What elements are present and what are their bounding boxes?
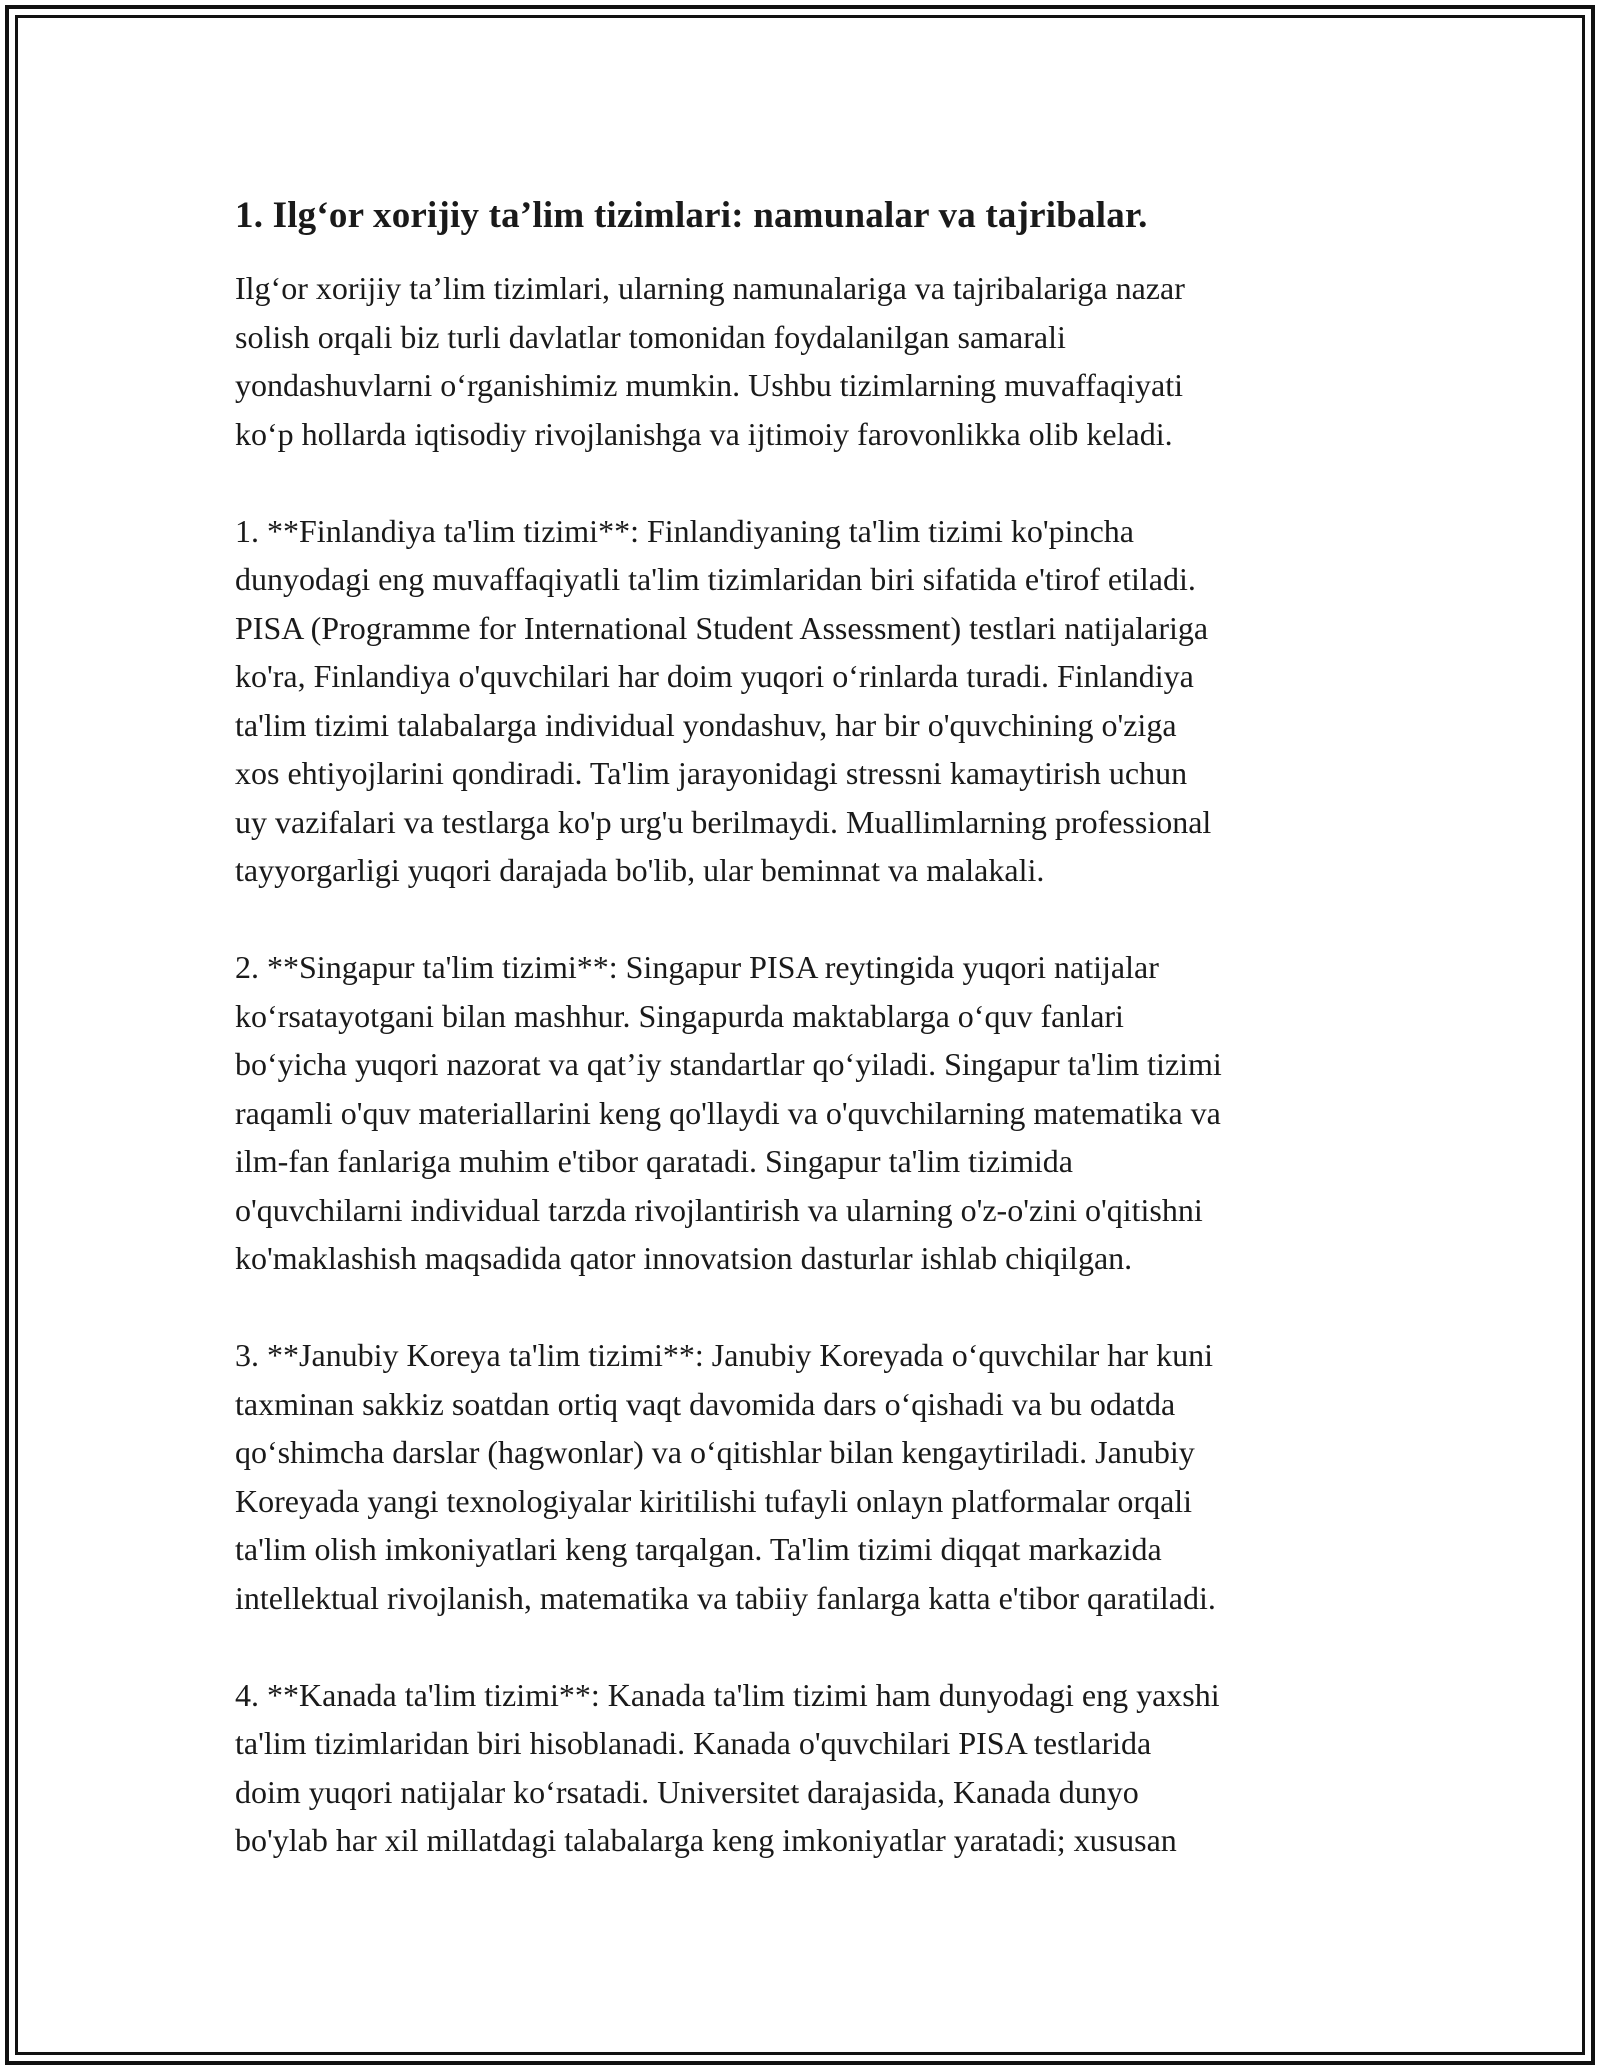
- paragraph-singapore-line: ko'maklashish maqsadida qator innovatsion dasturlar ishlab chiqilgan.: [235, 1240, 1133, 1276]
- paragraph-finland-line: uy vazifalari va testlarga ko'p urg'u berilmaydi. Muallimlarning professional: [235, 803, 1212, 840]
- paragraph-singapore-line: bo‘yicha yuqori nazorat va qat’iy standartlar qo‘yiladi. Singapur ta'lim tizimi: [235, 1046, 1222, 1082]
- paragraph-intro-line: Ilg‘or xorijiy ta’lim tizimlari, ularning namunalariga va tajribalariga nazar: [235, 270, 1185, 306]
- paragraph-canada-line: 4. **Kanada ta'lim tizimi**: Kanada ta'lim tizimi ham dunyodagi eng yaxshi: [235, 1676, 1220, 1713]
- paragraph-canada-line: doim yuqori natijalar ko‘rsatadi. Universitet darajasida, Kanada dunyo: [235, 1773, 1139, 1810]
- paragraph-korea-line: intellektual rivojlanish, matematika va tabiiy fanlarga katta e'tibor qaratiladi.: [235, 1579, 1216, 1616]
- paragraph-finland-line: PISA (Programme for International Student Assessment) testlari natijalariga: [235, 609, 1209, 646]
- paragraph-singapore-line: o'quvchilarni individual tarzda rivojlantirish va ularning o'z-o'zini o'qitishni: [235, 1191, 1203, 1228]
- paragraph-finland-line: tayyorgarligi yuqori darajada bo'lib, ular beminnat va malakali.: [235, 852, 1045, 888]
- section-heading: 1. Ilg‘or xorijiy ta’lim tizimlari: namunalar va tajribalar.: [235, 195, 1148, 236]
- paragraph-spacer: [235, 458, 1370, 507]
- paragraph-korea-line: Koreyada yangi texnologiyalar kiritilishi tufayli onlayn platformalar orqali: [235, 1482, 1193, 1519]
- document-body: [235, 190, 1370, 1865]
- text-block: [235, 264, 1370, 1865]
- paragraph-intro-line: ko‘p hollarda iqtisodiy rivojlanishga va ijtimoiy farovonlikka olib keladi.: [235, 415, 1173, 452]
- paragraph-singapore-line: ilm-fan fanlariga muhim e'tibor qaratadi. Singapur ta'lim tizimida: [235, 1143, 1073, 1179]
- paragraph-finland-line: 1. **Finlandiya ta'lim tizimi**: Finlandiyaning ta'lim tizimi ko'pincha: [235, 512, 1134, 549]
- paragraph-singapore-line: 2. **Singapur ta'lim tizimi**: Singapur PISA reytingida yuqori natijalar: [235, 949, 1159, 985]
- paragraph-finland-line: ta'lim tizimi talabalarga individual yondashuv, har bir o'quvchining o'ziga: [235, 706, 1177, 743]
- paragraph-singapore-line: raqamli o'quv materiallarini keng qo'llaydi va o'quvchilarning matematika va: [235, 1094, 1221, 1131]
- paragraph-spacer: [235, 1622, 1370, 1671]
- paragraph-finland-line: ko'ra, Finlandiya o'quvchilari har doim yuqori o‘rinlarda turadi. Finlandiya: [235, 658, 1194, 694]
- paragraph-finland-line: xos ehtiyojlarini qondiradi. Ta'lim jarayonidagi stressni kamaytirish uchun: [235, 755, 1188, 791]
- paragraph-intro-line: solish orqali biz turli davlatlar tomonidan foydalanilgan samarali: [235, 318, 1066, 355]
- paragraph-finland-line: dunyodagi eng muvaffaqiyatli ta'lim tizimlaridan biri sifatida e'tirof etiladi.: [235, 561, 1196, 597]
- paragraph-korea-line: qo‘shimcha darslar (hagwonlar) va o‘qitishlar bilan kengaytiriladi. Janubiy: [235, 1434, 1195, 1470]
- paragraph-spacer: [235, 895, 1370, 944]
- paragraph-korea-line: taxminan sakkiz soatdan ortiq vaqt davomida dars o‘qishadi va bu odatda: [235, 1385, 1176, 1422]
- paragraph-intro-line: yondashuvlarni o‘rganishimiz mumkin. Ushbu tizimlarning muvaffaqiyati: [235, 367, 1183, 403]
- paragraph-canada-line: ta'lim tizimlaridan biri hisoblanadi. Kanada o'quvchilari PISA testlarida: [235, 1725, 1152, 1761]
- paragraph-spacer: [235, 1283, 1370, 1332]
- paragraph-singapore-line: ko‘rsatayotgani bilan mashhur. Singapurda maktablarga o‘quv fanlari: [235, 997, 1124, 1034]
- paragraph-korea-line: 3. **Janubiy Koreya ta'lim tizimi**: Janubiy Koreyada o‘quvchilar har kuni: [235, 1337, 1213, 1373]
- paragraph-canada-line: bo'ylab har xil millatdagi talabalarga keng imkoniyatlar yaratadi; xususan: [235, 1822, 1177, 1858]
- paragraph-korea-line: ta'lim olish imkoniyatlari keng tarqalgan. Ta'lim tizimi diqqat markazida: [235, 1531, 1162, 1567]
